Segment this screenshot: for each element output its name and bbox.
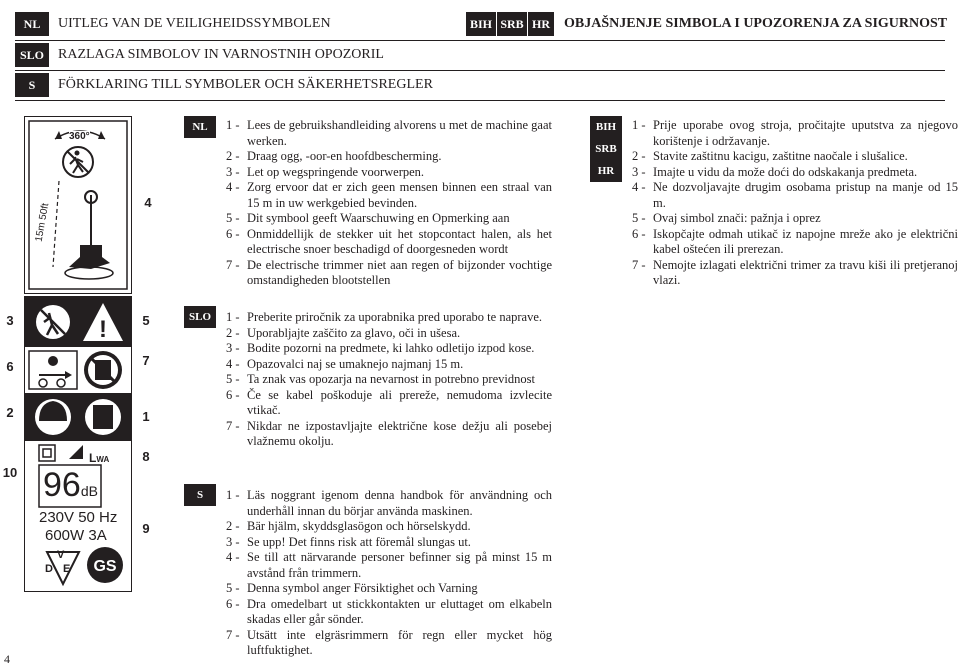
header-divider-1 [15,40,945,41]
callout-3: 3 [6,312,14,328]
lang-badge-s: S [15,73,49,97]
s-item: 5 - Denna symbol anger Försiktighet och Varning [226,581,478,595]
slo-item: 4 - Opazovalci naj se umaknejo najmanj 15 m. [226,356,464,371]
bih-item: 4 - Ne dozvoljavajte drugim osobama pristup na manje od 15 m. [632,180,958,210]
slo-item: 1 - Preberite priročnik za uporabnika pred uporabo te naprave. [226,310,543,324]
callout-10: 10 [2,464,18,480]
vde-mark-v: V [57,549,65,561]
voltage-label: 230V 50 Hz [39,509,118,526]
s-item: 7 - Utsätt inte elgräsrimmern för regn eller mycket hög luftfuktighet. [226,627,552,657]
header-title-s: FÖRKLARING TILL SYMBOLER OCH SÄKERHETSREGLER [58,77,433,92]
callout-8: 8 [142,448,150,464]
slo-list [226,310,552,450]
nl-item: 7 - De electrische trimmer niet aan regen of bijzonder vochtige omstandigheden blootstellen [226,257,552,287]
nl-item: 1 - Lees de gebruikshandleiding alvorens u met de machine gaat werken. [226,118,552,148]
s-item: 2 - Bär hjälm, skyddsglasögon och hörselskydd. [226,519,471,533]
slo-item: 6 - Če se kabel poškoduje ali prereže, nemudoma izvlecite vtikač. [226,387,552,417]
vde-mark-e: E [63,563,71,575]
tag-srb: SRB [590,138,622,160]
tag-bih: BIH [590,116,622,138]
bih-item: 2 - Stavite zaštitnu kacigu, zaštitne naočale i slušalice. [632,149,908,163]
page-number: 4 [4,652,10,666]
nl-item: 3 - Let op wegspringende voorwerpen. [226,164,425,179]
vde-mark-d: D [45,563,53,575]
s-item: 3 - Se upp! Det finns risk att föremål slungas ut. [226,534,471,549]
nl-item: 2 - Draag ogg, -oor-en hoofdbescherming. [226,149,442,163]
tag-nl: NL [184,116,216,138]
bih-item: 6 - Iskopčajte odmah utikač iz napojne mreže ako je električni kabel oštećen ili prerezan. [632,226,958,256]
s-item: 1 - Läs noggrant igenom denna handbok för användning och underhåll innan du börjar använda maskinen. [226,488,552,518]
tag-slo: SLO [184,306,216,328]
callout-2: 2 [6,404,14,420]
nl-item: 5 - Dit symbool geeft Waarschuwing en Opmerking aan [226,211,510,225]
nl-list [226,118,552,289]
safety-symbols-sheet [25,297,131,591]
header-divider-3 [15,100,945,101]
s-item: 4 - Se till att närvarande personer befinner sig på minst 15 m avstånd från trimmern. [226,550,552,580]
lwa-label: LWA [89,451,110,465]
lang-badge-srb: SRB [497,12,527,36]
slo-item: 5 - Ta znak vas opozarja na nevarnost in potrebno previdnost [226,372,535,386]
slo-item: 2 - Uporabljajte zaščito za glavo, oči in ušesa. [226,325,461,340]
tag-s: S [184,484,216,506]
bih-item: 3 - Imajte u vidu da može doći do odskakanja predmeta. [632,164,918,179]
lang-badge-nl: NL [15,12,49,36]
nl-item: 4 - Zorg ervoor dat er zich geen mensen binnen een straal van 15 m in uw werkgebied bevinden. [226,180,552,210]
s-item: 6 - Dra omedelbart ut stickkontakten ur eluttaget om elkabeln skadas eller går sönder. [226,596,552,626]
label-15m-50ft: 15m 50ft [33,202,52,243]
svg-text:!: ! [99,316,107,343]
callout-5: 5 [142,312,150,328]
header-divider-2 [15,70,945,71]
header-title-nl: UITLEG VAN DE VEILIGHEIDSSYMBOLEN [58,16,331,31]
slo-item: 7 - Nikdar ne izpostavljajte električne kose dežju ali posebej vlažnemu okolju. [226,418,552,448]
bih-item: 1 - Prije uporabe ovog stroja, pročitajte uputstva za njegovo korištenje i održavanje. [632,118,958,148]
lang-badge-bih: BIH [466,12,496,36]
bih-item: 5 - Ovaj simbol znači: pažnja i oprez [632,211,821,225]
lang-badge-hr: HR [528,12,554,36]
header-title-bih: OBJAŠNJENJE SIMBOLA I UPOZORENJA ZA SIGURNOST [564,16,948,31]
callout-1: 1 [142,408,150,424]
symbol-panel-top [24,116,132,294]
power-label: 600W 3A [45,527,107,544]
tag-hr: HR [590,160,622,182]
svg-text:GS: GS [93,558,117,575]
nl-item: 6 - Onmiddellijk de stekker uit het stopcontact halen, als het electrische snoer beschadigd of doorgesneden wordt [226,226,552,256]
callout-4: 4 [144,194,152,210]
bih-list [632,118,958,289]
bih-item: 7 - Nemojte izlagati električni trimer za travu kiši ili pretjeranoj vlazi. [632,257,958,287]
callout-6: 6 [6,358,14,374]
label-360: 360° [69,131,90,142]
sound-level-value: 96dB [43,466,98,504]
callout-9: 9 [142,520,150,536]
callout-7: 7 [142,352,150,368]
lang-badge-slo: SLO [15,43,49,67]
s-list [226,488,552,659]
slo-item: 3 - Bodite pozorni na predmete, ki lahko odletijo izpod kose. [226,341,535,355]
header-title-slo: RAZLAGA SIMBOLOV IN VARNOSTNIH OPOZORIL [58,47,384,62]
symbol-panel-bottom [24,296,132,592]
